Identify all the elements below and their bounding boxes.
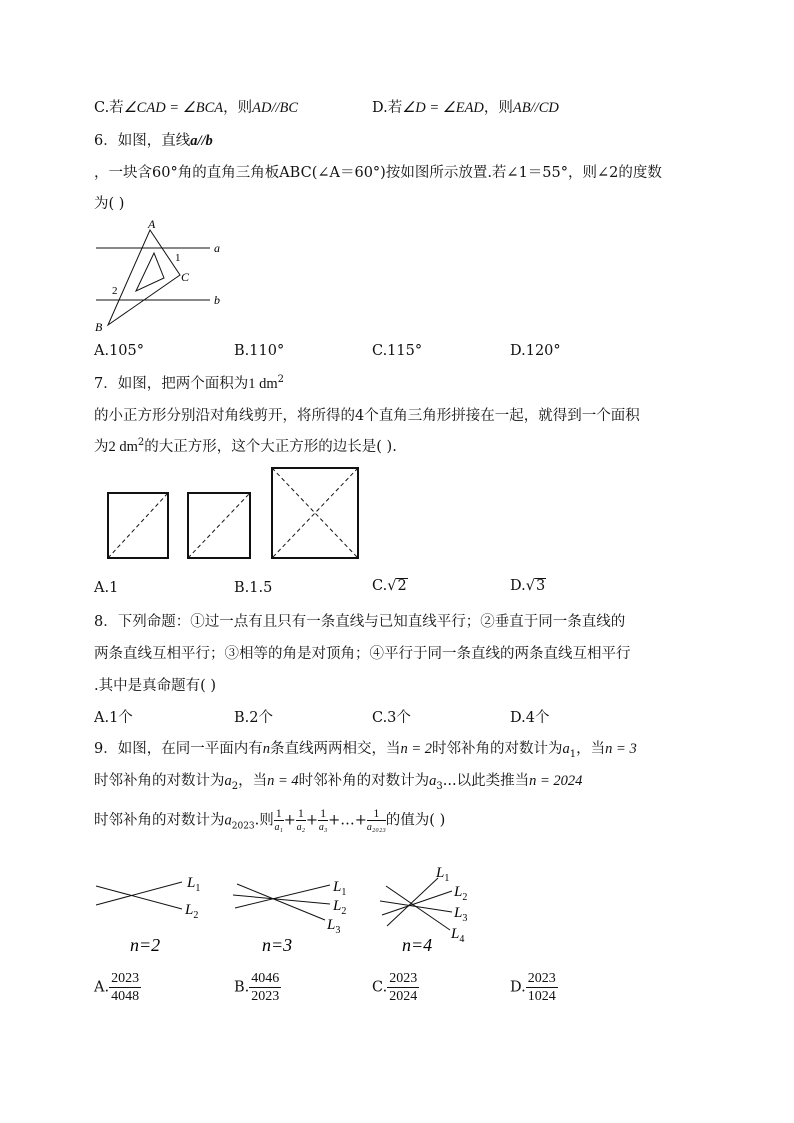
q9-l1-n: n bbox=[262, 741, 270, 757]
plus-sign: + bbox=[328, 812, 341, 829]
q9-l3-c: .则 bbox=[254, 812, 274, 829]
q9-l2-h: n = 2024 bbox=[529, 773, 583, 789]
q9-option-c-den: 2024 bbox=[389, 989, 418, 1004]
q9-l2-b-sub: 2 bbox=[231, 780, 239, 792]
n4-line-L1 bbox=[387, 878, 438, 926]
frac-1-den: a₁ bbox=[274, 822, 283, 833]
q7-line1-unit: 1 dm bbox=[248, 376, 278, 392]
n4-caption: n=4 bbox=[402, 935, 433, 955]
frac-1 bbox=[274, 806, 284, 835]
label-angle-1: 1 bbox=[175, 252, 181, 264]
q5-d-conclusion: AB//CD bbox=[512, 100, 559, 116]
q5-d-condition: ∠D = ∠EAD bbox=[402, 100, 484, 116]
small-square-1-diagonal bbox=[108, 493, 168, 558]
n2-line-L2 bbox=[96, 886, 182, 909]
q7-figure bbox=[100, 463, 370, 565]
q9-l3-b-sub: 2023 bbox=[231, 821, 255, 832]
q8-option-c[interactable]: C.3个 bbox=[372, 710, 411, 726]
q7-line3-prefix: 为 bbox=[94, 439, 109, 455]
frac-4 bbox=[367, 806, 386, 835]
q9-l2-g: ...以此类推当 bbox=[442, 773, 530, 789]
q5-c-condition: ∠CAD = ∠BCA bbox=[123, 100, 224, 116]
q9-l1-e-sub: 1 bbox=[569, 748, 577, 760]
q9-option-d[interactable] bbox=[510, 970, 558, 1005]
q9-l1-a: 9．如图，在同一平面内有 bbox=[94, 741, 263, 757]
label-b: b bbox=[214, 293, 220, 307]
q8-option-a[interactable]: A.1个 bbox=[94, 710, 133, 726]
frac-3-num: 1 bbox=[320, 806, 327, 820]
n4-label-L3: $L_3$ bbox=[454, 905, 468, 924]
q7-line3-exp: 2 bbox=[137, 437, 145, 449]
q6-line2: ，一块含60°角的直角三角板ABC(∠A＝60°)按如图所示放置.若∠1＝55°，则∠2的度数 bbox=[94, 165, 662, 181]
q9-l1-g: n = 3 bbox=[605, 741, 637, 757]
q7-option-d[interactable] bbox=[510, 578, 546, 594]
q7-line3-unit: 2 dm bbox=[108, 439, 138, 455]
q9-option-b-letter: B. bbox=[234, 979, 250, 996]
q9-l2-d: n = 4 bbox=[267, 773, 299, 789]
n2-line-L1 bbox=[96, 882, 182, 905]
q7-line1-text: 7．如图，把两个面积为 bbox=[94, 376, 249, 392]
q8-option-b[interactable]: B.2个 bbox=[234, 710, 273, 726]
q7-line3 bbox=[94, 435, 397, 456]
label-C: C bbox=[181, 270, 190, 284]
frac-3-den: a₃ bbox=[318, 822, 328, 833]
q9-option-a-den: 4048 bbox=[111, 989, 140, 1004]
n3-label-L3: $L_3$ bbox=[327, 917, 341, 936]
q6-option-d[interactable]: D.120° bbox=[510, 343, 561, 359]
q9-l2-e: 时邻补角的对数计为 bbox=[298, 773, 430, 789]
q5-option-d bbox=[372, 96, 559, 117]
q8-line2: 两条直线互相平行；③相等的角是对顶角；④平行于同一条直线的两条直线互相平行 bbox=[94, 646, 631, 662]
q6-line1-math: a//b bbox=[190, 133, 213, 149]
frac-1-num: 1 bbox=[275, 806, 282, 820]
q9-l2-f-sub: 3 bbox=[436, 780, 443, 792]
q9-option-d-num: 2023 bbox=[527, 971, 556, 986]
q5-d-mid: ，则 bbox=[483, 100, 513, 116]
plus-sign: + bbox=[305, 812, 319, 829]
q5-d-prefix: D.若 bbox=[372, 100, 403, 116]
q9-option-b[interactable] bbox=[234, 970, 281, 1005]
q8-line3: .其中是真命题有( ) bbox=[94, 678, 217, 694]
q9-option-d-fraction bbox=[526, 970, 558, 1005]
triangle-outer bbox=[108, 230, 180, 325]
label-B: B bbox=[95, 320, 103, 334]
q5-c-conclusion: AD//BC bbox=[252, 100, 299, 116]
n4-label-L2: $L_2$ bbox=[454, 884, 468, 903]
q9-l1-c: n = 2 bbox=[400, 741, 433, 757]
sqrt-symbol: √2 bbox=[387, 578, 407, 594]
q9-option-a-fraction bbox=[109, 970, 141, 1005]
n2-label-L1: $L_1$ bbox=[187, 875, 201, 894]
q9-l2-c: ，当 bbox=[238, 773, 268, 789]
q9-l3-b: a bbox=[224, 812, 232, 829]
frac-4-den: a₂₀₂₃ bbox=[366, 822, 386, 833]
n4-line-L4 bbox=[386, 886, 450, 930]
q7-line3-suffix: 的大正方形，这个大正方形的边长是( ). bbox=[144, 439, 397, 455]
frac-2-num: 1 bbox=[297, 806, 304, 820]
q9-option-b-num: 4046 bbox=[251, 971, 280, 986]
q9-l1-b: 条直线两两相交，当 bbox=[269, 741, 401, 757]
n2-label-L2: $L_2$ bbox=[185, 902, 199, 921]
plus-sign: + bbox=[283, 812, 296, 829]
q7-option-c[interactable] bbox=[372, 578, 408, 594]
n4-label-L1: $L_1$ bbox=[436, 865, 450, 884]
q9-option-c-fraction bbox=[387, 970, 419, 1005]
q7-option-d-letter: D. bbox=[510, 578, 526, 594]
frac-2-den: a₂ bbox=[296, 822, 306, 833]
ellipsis: … bbox=[340, 812, 355, 829]
q9-option-a-num: 2023 bbox=[111, 971, 140, 986]
q9-l2-a: 时邻补角的对数计为 bbox=[94, 773, 225, 789]
q9-l1-f: ，当 bbox=[576, 741, 606, 757]
q7-line1 bbox=[94, 372, 284, 393]
q7-option-b[interactable]: B.1.5 bbox=[234, 580, 273, 596]
q9-option-d-den: 1024 bbox=[527, 989, 556, 1004]
q6-line3: 为( ) bbox=[94, 196, 125, 212]
q7-option-a[interactable]: A.1 bbox=[94, 580, 119, 596]
q9-figure bbox=[90, 858, 490, 958]
q9-option-a[interactable] bbox=[94, 970, 141, 1005]
q7-option-c-radicand: 2 bbox=[397, 578, 407, 594]
q6-figure bbox=[90, 215, 235, 340]
n3-label-L1: $L_1$ bbox=[333, 879, 347, 898]
q8-line1: 8．下列命题：①过一点有且只有一条直线与已知直线平行；②垂直于同一条直线的 bbox=[94, 614, 626, 630]
q5-option-c bbox=[94, 96, 298, 117]
q9-l1-e: a bbox=[562, 741, 570, 757]
label-A: A bbox=[148, 217, 156, 231]
q9-option-c-num: 2023 bbox=[389, 971, 418, 986]
q9-l2-b: a bbox=[224, 773, 232, 789]
q9-l2-f: a bbox=[429, 773, 437, 789]
q9-option-d-letter: D. bbox=[510, 979, 526, 996]
q9-l1-d: 时邻补角的对数计为 bbox=[432, 741, 563, 757]
q7-line1-exp: 2 bbox=[277, 374, 285, 386]
n2-caption: n=2 bbox=[130, 935, 161, 955]
frac-4-num: 1 bbox=[367, 806, 386, 821]
q6-option-b[interactable]: B.110° bbox=[234, 343, 285, 359]
q5-c-prefix: C.若 bbox=[94, 100, 124, 116]
q7-option-d-radicand: 3 bbox=[535, 578, 546, 594]
q9-line2 bbox=[94, 769, 582, 792]
q9-l3-a: 时邻补角的对数计为 bbox=[94, 812, 225, 829]
plus-sign: + bbox=[354, 812, 367, 829]
n3-label-L2: $L_2$ bbox=[333, 898, 347, 917]
q9-option-b-den: 2023 bbox=[251, 989, 280, 1004]
triangle-inner bbox=[136, 253, 164, 291]
q7-option-c-letter: C. bbox=[372, 578, 388, 594]
frac-3 bbox=[318, 806, 328, 835]
frac-2 bbox=[296, 806, 306, 835]
small-square-2-diagonal bbox=[188, 493, 250, 558]
q7-line2: 的小正方形分别沿对角线剪开，将所得的4个直角三角形拼接在一起，就得到一个面积 bbox=[94, 408, 640, 424]
n3-caption: n=3 bbox=[262, 935, 293, 955]
q9-line3 bbox=[94, 806, 445, 835]
q8-option-d[interactable]: D.4个 bbox=[510, 710, 550, 726]
q9-option-a-letter: A. bbox=[94, 979, 110, 996]
q5-c-mid: ，则 bbox=[223, 100, 253, 116]
q9-option-c[interactable] bbox=[372, 970, 419, 1005]
label-a: a bbox=[214, 241, 220, 255]
q6-line1-text: 6．如图，直线 bbox=[94, 133, 191, 149]
sqrt-symbol: √3 bbox=[525, 578, 546, 594]
q9-option-c-letter: C. bbox=[372, 979, 388, 996]
q9-l3-suffix: 的值为( ) bbox=[385, 812, 446, 829]
n4-label-L4: $L_4$ bbox=[451, 926, 465, 945]
q6-option-a[interactable]: A.105° bbox=[94, 343, 145, 359]
q9-line1 bbox=[94, 737, 637, 760]
q6-option-c[interactable]: C.115° bbox=[372, 343, 423, 359]
q6-line1 bbox=[94, 129, 213, 150]
q9-option-b-fraction bbox=[249, 970, 281, 1005]
label-angle-2: 2 bbox=[112, 285, 118, 297]
